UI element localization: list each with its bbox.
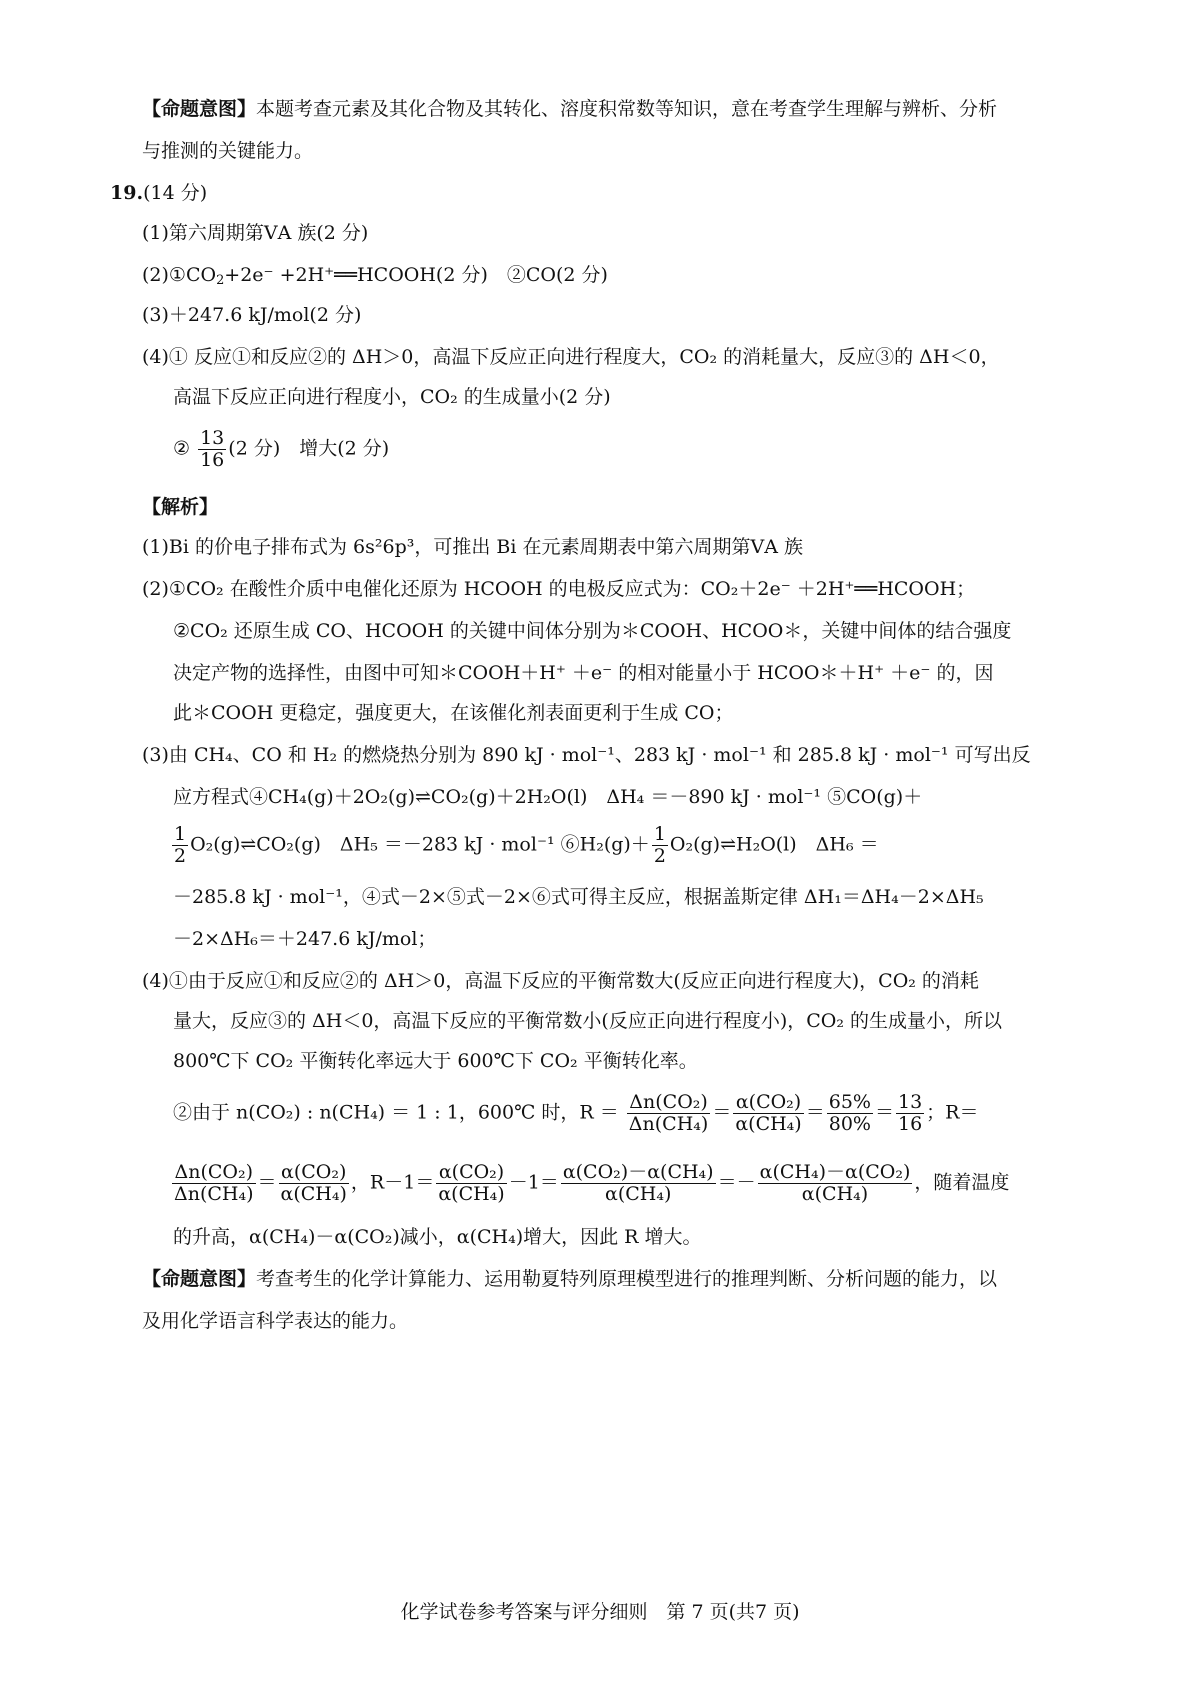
numerator: α(CO₂)	[436, 1162, 506, 1184]
analysis-3-line-3	[170, 824, 879, 867]
intent-text-cont: 及用化学语言科学表达的能力。	[142, 1310, 409, 1332]
numerator: Δn(CO₂)	[627, 1092, 711, 1114]
intent-label: 【命题意图】	[142, 98, 257, 120]
analysis-3-line-5: －2×ΔH₆＝＋247.6 kJ/mol；	[173, 928, 437, 950]
fraction-percent	[827, 1092, 873, 1135]
fraction-alpha	[733, 1092, 803, 1135]
intent-text: 考查考生的化学计算能力、运用勒夏特列原理模型进行的推理判断、分析问题的能力，以	[256, 1268, 998, 1290]
fraction-one-half	[172, 824, 188, 867]
numerator: 13	[897, 1091, 923, 1113]
analysis-3-line-2: 应方程式④CH₄(g)＋2O₂(g)⇌CO₂(g)＋2H₂O(l) ΔH₄ ＝－890 kJ · mol⁻¹ ⑤CO(g)＋	[173, 786, 923, 808]
r-minus-one: ，R－1＝	[350, 1171, 435, 1194]
denominator: α(CH₄)	[735, 1112, 802, 1135]
eq-6-text: O₂(g)⇌H₂O(l) ΔH₆ ＝	[669, 833, 879, 856]
analysis-2-line-1: (2)①CO₂ 在酸性介质中电催化还原为 HCOOH 的电极反应式为：CO₂＋2e⁻ ＋2H⁺══HCOOH；	[142, 578, 976, 600]
answer-4-2	[173, 428, 389, 471]
denominator: Δn(CH₄)	[628, 1112, 709, 1135]
analysis-4-2-line-2: $\frac{\text{Δn(CO₂)}}{\text{Δn(CH₄)}}$ ＝ $\frac{\text{α(CO₂)}}{\text{α(CH₄)}}$ ，R－1＝ $\frac{\text{α(CO₂)}}{\text{α(CH₄)}}$ －1＝ $\frac{\text{α(CO₂)－α(CH₄)}}{\text{α(CH₄)}}$ ＝－ $\frac{\text{α(CH₄)－α(CO₂)}}{\text{α(CH₄)}}$ ，随着温度	[174, 1161, 1010, 1205]
analysis-4-2-line-3: 的升高，α(CH₄)－α(CO₂)减小，α(CH₄)增大，因此 R 增大。	[173, 1226, 702, 1248]
question-number: 19.	[110, 182, 144, 204]
answer-4-1: (4)① 反应①和反应②的 ΔH＞0，高温下反应正向进行程度大，CO₂ 的消耗量大，反应③的 ΔH＜0，	[142, 346, 1000, 368]
intent-paragraph-1	[142, 100, 997, 119]
intent-text-cont: 与推测的关键能力。	[142, 140, 314, 162]
numerator: α(CH₄)－α(CO₂)	[759, 1161, 911, 1183]
analysis-4-2-line-1: ②由于 n(CO₂) : n(CH₄) ＝ 1 : 1，600℃ 时，R ＝ $\frac{\text{Δn(CO₂)}}{\text{Δn(CH₄)}}$ ＝ $\frac{\text{α(CO₂)}}{\text{α(CH₄)}}$ ＝ $\frac{65\%}{80\%}$ ＝ $\frac{13}{16}$ ；R＝	[173, 1091, 979, 1135]
r-intro: ②由于 n(CO₂) : n(CH₄) ＝ 1 : 1，600℃ 时，R ＝	[173, 1101, 619, 1124]
denominator: 16	[200, 448, 225, 471]
answer-2: $(2)①CO_2+2e^-$ +2H⁺══HCOOH(2 分) ②CO(2 分)	[142, 264, 608, 289]
denominator: 2	[174, 844, 187, 867]
denominator: 16	[897, 1112, 923, 1135]
analysis-4-line-2: 量大，反应③的 ΔH＜0，高温下反应的平衡常数小(反应正向进行程度小)，CO₂ 的生成量小，所以	[173, 1010, 1003, 1032]
denominator: 80%	[828, 1112, 871, 1135]
numerator: 1	[174, 823, 187, 845]
eq-5-text: O₂(g)⇌CO₂(g) ΔH₅ ＝－283 kJ · mol⁻¹ ⑥H₂(g)＋	[190, 833, 650, 856]
numerator: 13	[200, 427, 225, 449]
answer-1: (1)第六周期第ⅤA 族(2 分)	[142, 222, 369, 244]
analysis-2-line-4: 此＊COOH 更稳定，强度更大，在该催化剂表面更利于生成 CO；	[173, 702, 734, 724]
denominator: Δn(CH₄)	[174, 1182, 254, 1205]
fraction-dn	[627, 1092, 711, 1135]
numerator: α(CO₂)	[733, 1092, 803, 1114]
analysis-4-line-3: 800℃下 CO₂ 平衡转化率远大于 600℃下 CO₂ 平衡转化率。	[173, 1050, 698, 1072]
answer-2-rest: +2e⁻ +2H⁺══HCOOH(2 分) ②CO(2 分)	[224, 264, 608, 286]
numerator: 1	[653, 823, 666, 845]
denominator: α(CH₄)	[438, 1182, 505, 1205]
fraction-alpha	[436, 1162, 506, 1205]
fraction-13-16	[896, 1092, 924, 1135]
analysis-2-line-3: 决定产物的选择性，由图中可知＊COOH＋H⁺ ＋e⁻ 的相对能量小于 HCOO＊＋H⁺ ＋e⁻ 的，因	[173, 662, 994, 684]
answer-4-1-cont: 高温下反应正向进行程度小，CO₂ 的生成量小(2 分)	[173, 386, 611, 408]
r-next: ；R＝	[926, 1101, 979, 1124]
page-footer: 化学试卷参考答案与评分细则 第 7 页(共7 页)	[400, 1601, 800, 1623]
analysis-1: (1)Bi 的价电子排布式为 6s²6p³，可推出 Bi 在元素周期表中第六周期第ⅤA 族	[142, 536, 803, 558]
fraction-dn	[172, 1162, 256, 1205]
intent-label: 【命题意图】	[142, 1268, 257, 1290]
analysis-3-line-4: －285.8 kJ · mol⁻¹，④式－2×⑤式－2×⑥式可得主反应，根据盖斯定律 ΔH₁＝ΔH₄－2×ΔH₅	[173, 886, 984, 908]
fraction-alpha	[279, 1162, 349, 1205]
analysis-4-line-1: (4)①由于反应①和反应②的 ΔH＞0，高温下反应的平衡常数大(反应正向进行程度大)，CO₂ 的消耗	[142, 970, 979, 992]
fraction-diff-1	[561, 1162, 716, 1205]
answer-4-2-rest: (2 分) 增大(2 分)	[228, 437, 390, 460]
fraction-one-half	[652, 824, 668, 867]
minus-one: －1＝	[508, 1171, 559, 1194]
numerator: α(CO₂)－α(CH₄)	[562, 1161, 714, 1183]
denominator: α(CH₄)	[280, 1182, 347, 1205]
question-header	[110, 184, 207, 203]
fraction-13-16	[198, 428, 226, 471]
intent-text: 本题考查元素及其化合物及其转化、溶度积常数等知识，意在考查学生理解与辨析、分析	[256, 98, 998, 120]
equals-negative: ＝－	[717, 1171, 756, 1194]
intent-paragraph-2	[142, 1270, 997, 1289]
numerator: Δn(CO₂)	[172, 1162, 256, 1184]
denominator: 2	[653, 844, 666, 867]
tail-text: ，随着温度	[914, 1171, 1010, 1194]
circled-two: ②	[173, 437, 191, 460]
question-score: (14 分)	[143, 182, 208, 204]
analysis-2-line-2: ②CO₂ 还原生成 CO、HCOOH 的关键中间体分别为＊COOH、HCOO＊，关键中间体的结合强度	[173, 620, 1012, 642]
answer-2-prefix: (2)①CO	[142, 264, 217, 286]
answer-3: (3)＋247.6 kJ/mol(2 分)	[142, 304, 362, 326]
denominator: α(CH₄)	[605, 1182, 672, 1205]
denominator: α(CH₄)	[801, 1182, 869, 1205]
numerator: 65%	[828, 1091, 871, 1113]
numerator: α(CO₂)	[279, 1162, 349, 1184]
fraction-diff-2	[758, 1162, 913, 1205]
analysis-label: 【解析】	[142, 496, 219, 518]
analysis-3-line-1: (3)由 CH₄、CO 和 H₂ 的燃烧热分别为 890 kJ · mol⁻¹、283 kJ · mol⁻¹ 和 285.8 kJ · mol⁻¹ 可写出反	[142, 744, 1031, 766]
